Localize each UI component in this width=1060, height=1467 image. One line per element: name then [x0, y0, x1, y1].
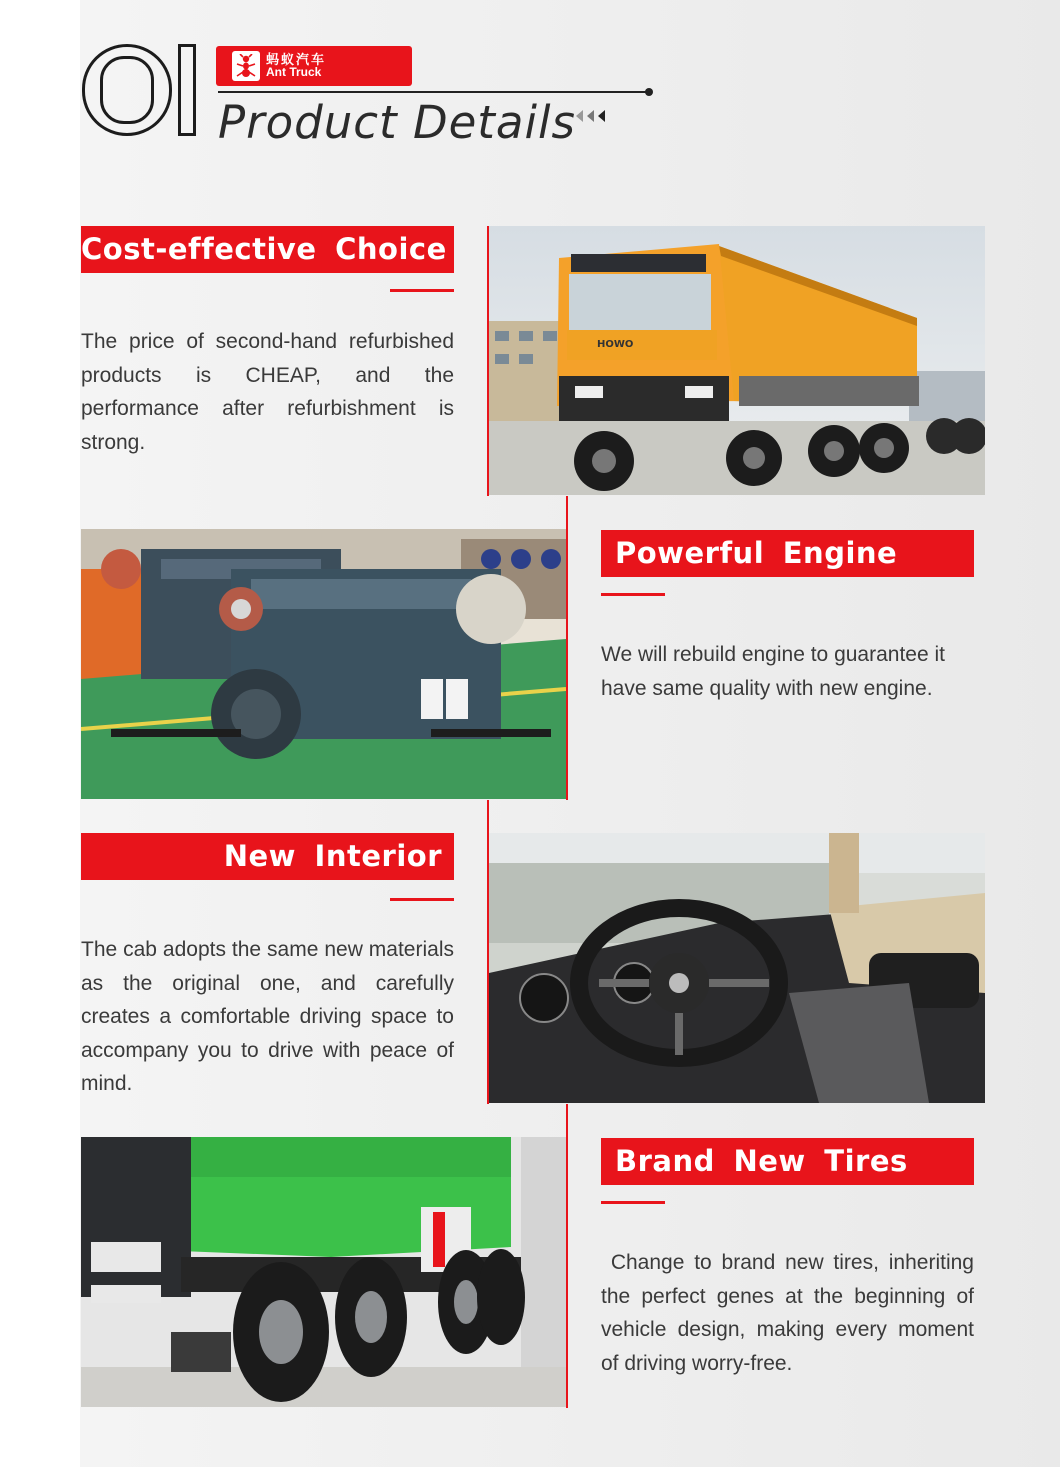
- header-divider: [218, 91, 648, 93]
- feature-description-tires: Change to brand new tires, inheriting the perfect genes at the beginning of vehicle design, making every moment of driving worry-free.: [601, 1251, 980, 1375]
- feature-title-cost: Cost-effective Choice: [81, 226, 454, 273]
- page-title: Product Details: [218, 96, 576, 149]
- green-truck-tires-image: [81, 1137, 566, 1407]
- feature-underline: [390, 898, 454, 901]
- rebuilt-engines-image: [81, 529, 566, 799]
- feature-title-interior: New Interior: [81, 833, 454, 880]
- arrows-left-icon: [576, 110, 605, 122]
- brand-name-cn: 蚂蚁汽车: [266, 52, 327, 67]
- ant-logo-icon: [232, 51, 260, 81]
- section-number-one: [178, 44, 196, 136]
- feature-description-engine: We will rebuild engine to guarantee it have same quality with new engine.: [601, 643, 945, 700]
- feature-description-cost: The price of second-hand refurbished products is CHEAP, and the performance after refurbishment is strong.: [81, 330, 454, 454]
- feature-description-interior: The cab adopts the same new materials as the original one, and carefully creates a comfortable driving space to accompany you to drive with peace of mind.: [81, 938, 454, 1095]
- feature-underline: [601, 593, 665, 596]
- feature-divider: [566, 1104, 568, 1408]
- section-number-zero: [82, 44, 172, 136]
- feature-underline: [390, 289, 454, 292]
- truck-cab-interior-image: [489, 833, 985, 1103]
- brand-name-en: Ant Truck: [266, 65, 322, 79]
- feature-title-tires: Brand New Tires: [601, 1138, 974, 1185]
- truck-grille-label: HOWO: [597, 339, 634, 350]
- feature-divider: [566, 496, 568, 800]
- orange-dump-truck-image: [489, 226, 985, 495]
- section-number: [82, 44, 200, 136]
- feature-underline: [601, 1201, 665, 1204]
- brand-tag: [216, 46, 412, 86]
- header-divider-dot: [645, 88, 653, 96]
- feature-title-engine: Powerful Engine: [601, 530, 974, 577]
